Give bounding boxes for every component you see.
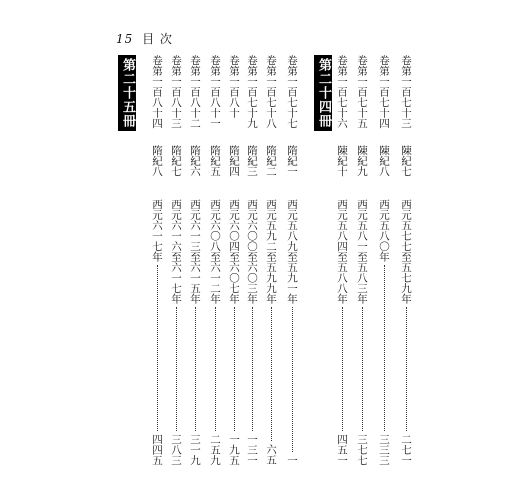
leader-dots bbox=[342, 307, 343, 431]
chronicle-label: 隋紀六 bbox=[189, 145, 201, 177]
leader-dots bbox=[195, 307, 196, 431]
toc-entry bbox=[187, 55, 203, 465]
page-number: 15 bbox=[116, 32, 134, 46]
toc-entry bbox=[376, 55, 392, 465]
page-ref: 二七一 bbox=[400, 433, 412, 465]
leader-dots bbox=[176, 307, 177, 431]
chronicle-label: 隋紀一 bbox=[286, 145, 298, 177]
toc-entry bbox=[398, 55, 414, 465]
leader-dots bbox=[234, 307, 235, 431]
juan-label: 卷第一百七十七 bbox=[286, 55, 298, 129]
juan-label: 卷第一百八十四 bbox=[151, 55, 163, 129]
juan-label: 卷第一百七十八 bbox=[265, 55, 277, 129]
chronicle-label: 隋紀五 bbox=[209, 145, 221, 177]
toc-entry bbox=[207, 55, 223, 465]
leader-dots bbox=[292, 307, 293, 452]
date-range: 西元六〇〇至六〇三年 bbox=[246, 199, 258, 304]
leader-dots bbox=[215, 307, 216, 431]
juan-label: 卷第一百七十三 bbox=[400, 55, 412, 129]
toc-entry bbox=[168, 55, 184, 465]
leader-dots bbox=[384, 265, 385, 431]
chronicle-label: 陳紀九 bbox=[356, 145, 368, 177]
chronicle-label: 陳紀十 bbox=[336, 145, 348, 177]
juan-label: 卷第一百八十 bbox=[228, 55, 240, 118]
chronicle-label: 陳紀七 bbox=[400, 145, 412, 177]
date-range: 西元五八四至五八八年 bbox=[336, 199, 348, 304]
date-range: 西元六〇四至六〇七年 bbox=[228, 199, 240, 304]
toc-entry bbox=[284, 55, 300, 465]
toc-entry bbox=[334, 55, 350, 465]
date-range: 西元五八〇年 bbox=[378, 199, 390, 262]
volume-label-25: 第二十五冊 bbox=[118, 55, 136, 131]
toc-entry bbox=[244, 55, 260, 465]
page-ref: 三八三 bbox=[170, 433, 182, 465]
page-ref: 三一九 bbox=[189, 433, 201, 465]
date-range: 西元五七七至五七九年 bbox=[400, 199, 412, 304]
date-range: 西元五八九至五九一年 bbox=[286, 199, 298, 304]
leader-dots bbox=[362, 307, 363, 431]
page-ref: 一 bbox=[286, 454, 298, 465]
date-range: 西元六一三至六一五年 bbox=[189, 199, 201, 304]
juan-label: 卷第一百八十三 bbox=[170, 55, 182, 129]
page-ref: 二五九 bbox=[209, 433, 221, 465]
page-ref: 四五一 bbox=[336, 433, 348, 465]
chronicle-label: 隋紀八 bbox=[151, 145, 163, 177]
volume-label-24: 第二十四冊 bbox=[314, 55, 332, 131]
leader-dots bbox=[252, 307, 253, 431]
date-range: 西元六〇八至六一二年 bbox=[209, 199, 221, 304]
leader-dots bbox=[406, 307, 407, 431]
juan-label: 卷第一百七十五 bbox=[356, 55, 368, 129]
page-title: 目 次 bbox=[142, 32, 173, 46]
date-range: 西元五九二至五九九年 bbox=[265, 199, 277, 304]
juan-label: 卷第一百七十六 bbox=[336, 55, 348, 129]
juan-label: 卷第一百八十一 bbox=[209, 55, 221, 129]
toc-entry bbox=[263, 55, 279, 465]
page-ref: 一三一 bbox=[246, 433, 258, 465]
toc-entry bbox=[226, 55, 242, 465]
page-ref: 四四五 bbox=[151, 433, 163, 465]
chronicle-label: 隋紀三 bbox=[246, 145, 258, 177]
juan-label: 卷第一百八十二 bbox=[189, 55, 201, 129]
chronicle-label: 隋紀二 bbox=[265, 145, 277, 177]
juan-label: 卷第一百七十四 bbox=[378, 55, 390, 129]
juan-label: 卷第一百七十九 bbox=[246, 55, 258, 129]
date-range: 西元六一六至六一七年 bbox=[170, 199, 182, 304]
page-ref: 三三三 bbox=[378, 433, 390, 465]
leader-dots bbox=[271, 307, 272, 441]
chronicle-label: 隋紀七 bbox=[170, 145, 182, 177]
chronicle-label: 陳紀八 bbox=[378, 145, 390, 177]
page-ref: 三七七 bbox=[356, 433, 368, 465]
toc-entry bbox=[354, 55, 370, 465]
chronicle-label: 隋紀四 bbox=[228, 145, 240, 177]
date-range: 西元五八一至五八三年 bbox=[356, 199, 368, 304]
leader-dots bbox=[157, 265, 158, 431]
page-ref: 六五 bbox=[265, 444, 277, 465]
page-header bbox=[116, 30, 173, 47]
date-range: 西元六一七年 bbox=[151, 199, 163, 262]
toc-entry bbox=[149, 55, 165, 465]
page-ref: 一九五 bbox=[228, 433, 240, 465]
